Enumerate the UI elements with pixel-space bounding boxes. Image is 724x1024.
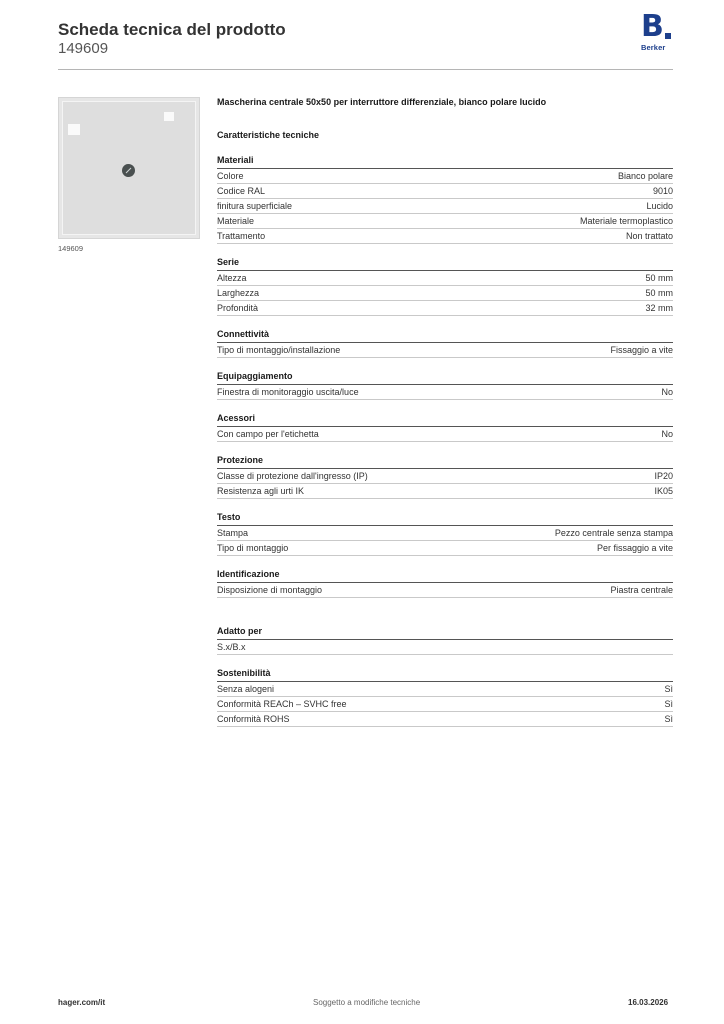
spec-label: Colore <box>217 171 244 181</box>
spec-row <box>217 526 673 541</box>
spec-row <box>217 583 673 598</box>
spec-label: Altezza <box>217 273 247 283</box>
spec-section <box>217 255 673 316</box>
spec-value: Bianco polare <box>617 171 673 181</box>
cover-plate <box>62 101 196 235</box>
spec-label: Stampa <box>217 528 249 538</box>
spec-value: Fissaggio a vite <box>610 345 673 355</box>
product-code: 149609 <box>58 40 109 57</box>
section-title: Connettività <box>217 327 673 343</box>
spec-label: Trattamento <box>217 231 266 241</box>
spec-label: S.x/B.x <box>217 642 246 652</box>
spec-value: Sì <box>664 684 673 694</box>
spec-label: Codice RAL <box>217 186 266 196</box>
section-title: Protezione <box>217 453 673 469</box>
footer-disclaimer: Soggetto a modifiche tecniche <box>313 998 421 1007</box>
spec-section <box>217 567 673 598</box>
spec-value: No <box>661 429 673 439</box>
spec-label: Larghezza <box>217 288 260 298</box>
spec-content <box>217 95 673 727</box>
spec-section <box>217 453 673 499</box>
spec-row <box>217 682 673 697</box>
product-description: Mascherina centrale 50x50 per interruttore differenziale, bianco polare lucido <box>217 97 547 107</box>
logo-text: Berker <box>641 43 666 52</box>
spec-row <box>217 301 673 316</box>
spec-value: 9010 <box>652 186 673 196</box>
spec-row <box>217 484 673 499</box>
spec-value: Sì <box>664 714 673 724</box>
spec-value: Materiale termoplastico <box>579 216 673 226</box>
spec-value: Lucido <box>646 201 673 211</box>
spec-row <box>217 271 673 286</box>
spec-row <box>217 541 673 556</box>
spec-row <box>217 469 673 484</box>
spec-label: Conformità REACh – SVHC free <box>217 699 347 709</box>
spec-row <box>217 214 673 229</box>
section-title: Identificazione <box>217 567 673 583</box>
spec-row <box>217 199 673 214</box>
spec-row <box>217 169 673 184</box>
spec-row <box>217 427 673 442</box>
spec-label: Classe di protezione dall'ingresso (IP) <box>217 471 368 481</box>
plate-notch-left <box>68 124 80 135</box>
spec-row <box>217 697 673 712</box>
spec-value: Pezzo centrale senza stampa <box>554 528 673 538</box>
spec-label: Senza alogeni <box>217 684 275 694</box>
spec-row <box>217 712 673 727</box>
section-title: Testo <box>217 510 673 526</box>
spec-row <box>217 229 673 244</box>
spec-row <box>217 640 673 655</box>
spec-value: No <box>661 387 673 397</box>
spec-label: Profondità <box>217 303 259 313</box>
product-image <box>58 97 200 239</box>
section-title: Acessori <box>217 411 673 427</box>
spec-value: 32 mm <box>645 303 673 313</box>
spec-sections <box>217 153 673 727</box>
spec-value: IP20 <box>654 471 673 481</box>
plate-notch-right <box>164 112 174 121</box>
spec-label: Disposizione di montaggio <box>217 585 323 595</box>
footer-date: 16.03.2026 <box>628 998 669 1007</box>
document-title: Scheda tecnica del prodotto <box>58 20 286 39</box>
footer-website: hager.com/it <box>58 998 106 1007</box>
section-title: Sostenibilità <box>217 666 673 682</box>
spec-section <box>217 411 673 442</box>
logo-dot <box>665 33 671 39</box>
spec-value: Piastra centrale <box>610 585 673 595</box>
spec-label: Tipo di montaggio/installazione <box>217 345 341 355</box>
berker-logo <box>641 9 673 52</box>
spec-section <box>217 510 673 556</box>
spec-label: Finestra di monitoraggio uscita/luce <box>217 387 359 397</box>
spec-row <box>217 343 673 358</box>
spec-row <box>217 184 673 199</box>
spec-section <box>217 369 673 400</box>
spec-label: Resistenza agli urti IK <box>217 486 305 496</box>
spec-value: Non trattato <box>625 231 673 241</box>
image-caption: 149609 <box>58 244 84 253</box>
spec-value: 50 mm <box>645 273 673 283</box>
section-title: Adatto per <box>217 624 673 640</box>
spec-value: Per fissaggio a vite <box>596 543 673 553</box>
screw-icon <box>122 164 135 177</box>
section-title: Equipaggiamento <box>217 369 673 385</box>
spec-label: Tipo di montaggio <box>217 543 289 553</box>
spec-value: IK05 <box>654 486 673 496</box>
spec-value: Sì <box>664 699 673 709</box>
section-title: Materiali <box>217 153 673 169</box>
spec-label: finitura superficiale <box>217 201 293 211</box>
logo-letter: B <box>641 9 664 44</box>
spec-label: Materiale <box>217 216 255 226</box>
spec-row <box>217 385 673 400</box>
spec-section <box>217 624 673 655</box>
spec-value: 50 mm <box>645 288 673 298</box>
spec-row <box>217 286 673 301</box>
spec-section <box>217 327 673 358</box>
characteristics-title: Caratteristiche tecniche <box>217 130 320 140</box>
spec-section <box>217 666 673 727</box>
spec-label: Con campo per l'etichetta <box>217 429 319 439</box>
spec-section <box>217 153 673 244</box>
spec-label: Conformità ROHS <box>217 714 290 724</box>
section-title: Serie <box>217 255 673 271</box>
header-divider <box>58 69 673 70</box>
